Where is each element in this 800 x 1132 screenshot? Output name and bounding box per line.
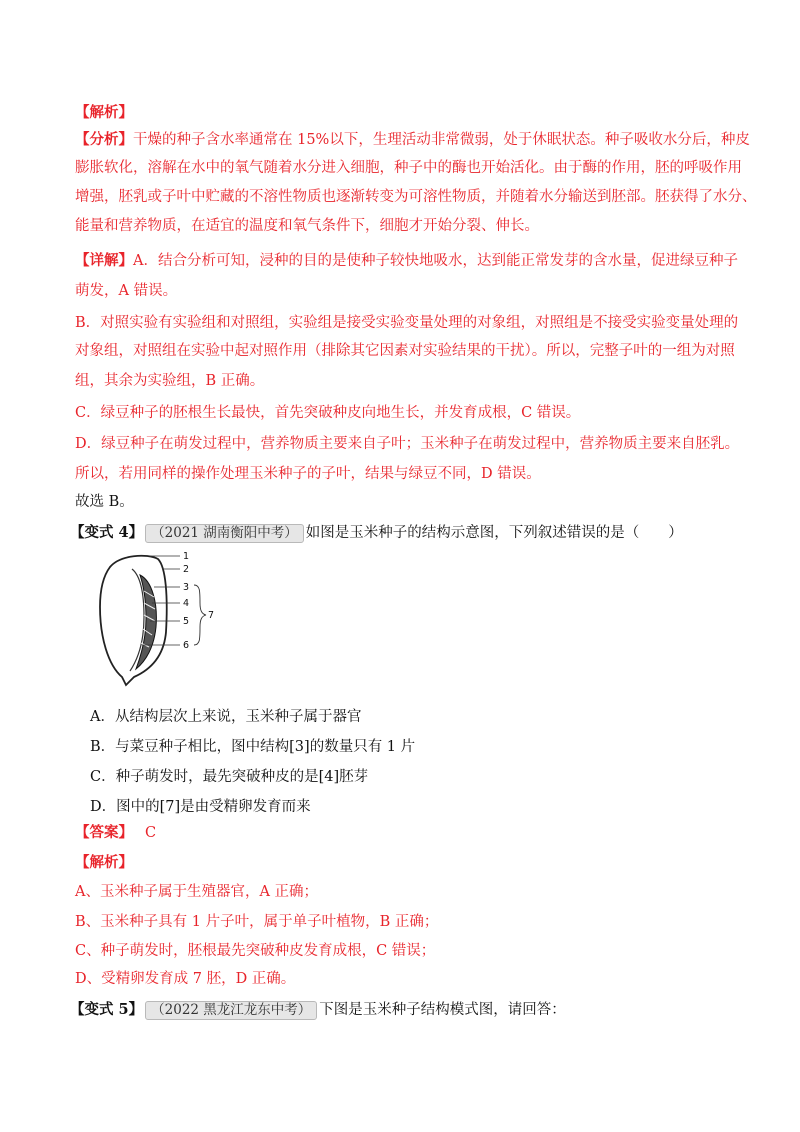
fenxi-line-1 xyxy=(75,130,750,150)
brace-7 xyxy=(194,585,206,645)
fenxi-text-1: 干燥的种子含水率通常在 15%以下，生理活动非常微弱，处于休眠状态。种子吸收水分后，种皮 xyxy=(133,132,750,148)
answer-value: C xyxy=(145,825,157,841)
variant4-jiexi-c: C、种子萌发时，胚根最先突破种皮发育成根，C 错误； xyxy=(75,943,436,959)
fig-label-1: 1 xyxy=(183,551,190,562)
fig-label-5: 5 xyxy=(183,616,190,627)
option-d: D．图中的[7]是由受精卵发育而来 xyxy=(90,799,311,815)
xiangjie-line-4: 对象组，对照组在实验中起对照作用（排除其它因素对实验结果的干扰）。所以，完整子叶的一组为对照 xyxy=(75,343,735,359)
fig-label-6: 6 xyxy=(183,640,190,651)
fig-label-2: 2 xyxy=(183,564,190,575)
xiangjie-line-6: C．绿豆种子的胚根生长最快，首先突破种皮向地生长，并发育成根，C 错误。 xyxy=(75,405,581,421)
variant5-label: 【变式 5】 xyxy=(70,1001,144,1018)
answer-line xyxy=(75,823,156,843)
answer-label: 【答案】 xyxy=(75,824,133,841)
variant4-question: 如图是玉米种子的结构示意图，下列叙述错误的是（ ） xyxy=(305,525,683,541)
variant4-source-tag: （2021 湖南衡阳中考） xyxy=(145,524,304,543)
fig-label-4: 4 xyxy=(183,598,190,609)
fenxi-line-2: 膨胀软化，溶解在水中的氧气随着水分进入细胞，种子中的酶也开始活化。由于酶的作用，胚的呼吸作用 xyxy=(75,160,742,176)
fenxi-label: 【分析】 xyxy=(75,131,133,148)
xiangjie-line-3: B．对照实验有实验组和对照组，实验组是接受实验变量处理的对象组，对照组是不接受实验变量处理的 xyxy=(75,315,739,331)
fig-label-7: 7 xyxy=(208,610,215,621)
variant4-jiexi-heading: 【解析】 xyxy=(75,854,133,871)
fig-label-3: 3 xyxy=(183,582,190,593)
xiangjie-line-5: 组，其余为实验组，B 正确。 xyxy=(75,373,265,389)
option-a: A．从结构层次上来说，玉米种子属于器官 xyxy=(90,709,362,725)
jiexi-heading: 【解析】 xyxy=(75,104,133,121)
variant4-jiexi-a: A、玉米种子属于生殖器官，A 正确； xyxy=(75,884,319,900)
xiangjie-text-1: A．结合分析可知，浸种的目的是使种子较快地吸水，达到能正常发芽的含水量，促进绿豆种子 xyxy=(133,253,738,269)
variant4-jiexi-d: D、受精卵发育成 7 胚，D 正确。 xyxy=(75,971,296,987)
variant5-source-tag: （2022 黑龙江龙东中考） xyxy=(145,1001,317,1020)
variant4-label: 【变式 4】 xyxy=(70,524,144,541)
embryo-region xyxy=(136,575,156,669)
fenxi-line-3: 增强，胚乳或子叶中贮藏的不溶性物质也逐渐转变为可溶性物质，并随着水分输送到胚部。胚获得了水分、 xyxy=(75,189,757,205)
variant4-question-line xyxy=(70,523,683,543)
variant5-question: 下图是玉米种子结构模式图，请回答： xyxy=(319,1002,566,1018)
xiangjie-line-7: D．绿豆种子在萌发过程中，营养物质主要来自子叶；玉米种子在萌发过程中，营养物质主要来自胚乳。 xyxy=(75,436,740,452)
conclusion-text: 故选 B。 xyxy=(75,494,134,510)
option-c: C．种子萌发时，最先突破种皮的是[4]胚芽 xyxy=(90,769,369,785)
variant5-question-line xyxy=(70,1000,566,1020)
variant4-jiexi-b: B、玉米种子具有 1 片子叶，属于单子叶植物，B 正确； xyxy=(75,914,439,930)
xiangjie-line-2: 萌发，A 错误。 xyxy=(75,283,178,299)
fenxi-line-4: 能量和营养物质，在适宜的温度和氧气条件下，细胞才开始分裂、伸长。 xyxy=(75,218,539,234)
xiangjie-line-1 xyxy=(75,251,738,271)
corn-seed-diagram xyxy=(92,547,232,687)
option-b: B．与菜豆种子相比，图中结构[3]的数量只有 1 片 xyxy=(90,739,416,755)
xiangjie-line-8: 所以，若用同样的操作处理玉米种子的子叶，结果与绿豆不同，D 错误。 xyxy=(75,466,541,482)
xiangjie-label: 【详解】 xyxy=(75,252,133,269)
